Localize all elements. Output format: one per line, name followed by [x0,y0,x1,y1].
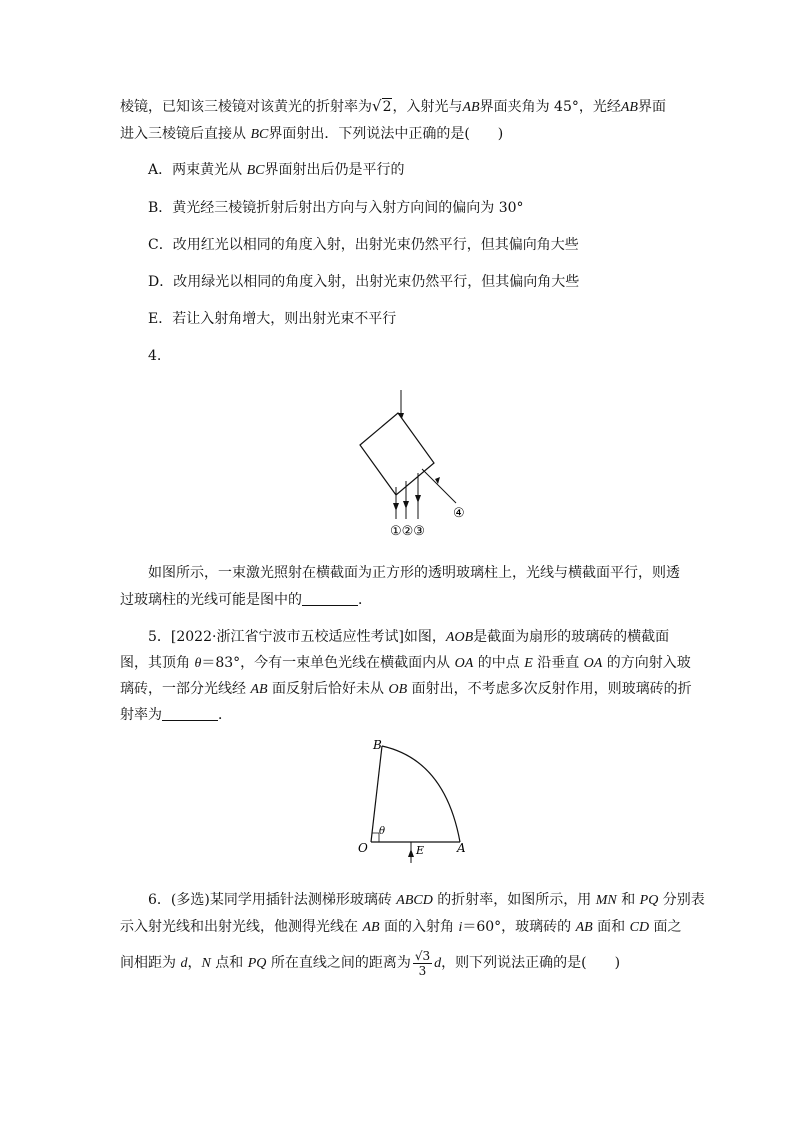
q6-line1: 6．(多选)某同学用插针法测梯形玻璃砖 ABCD 的折射率，如图所示，用 MN 和 PQ 分别表 [148,892,705,908]
q6-line3: 间相距为 d，N 点和 PQ 所在直线之间的距离为 $\frac{√3}{3}$ d，则下列说法正确的是( ) [120,948,621,978]
ray-4 [422,469,456,503]
arc-ab [382,746,460,842]
q3-option-e: E．若让入射角增大，则出射光束不平行 [148,311,397,327]
q4-text-line1: 如图所示，一束激光照射在横截面为正方形的透明玻璃柱上，光线与横截面平行，则透 [148,565,680,581]
q5-line1: 5．[2022·浙江省宁波市五校适应性考试]如图，AOB是截面为扇形的玻璃砖的横截面 [148,629,670,645]
glass-square [360,413,434,495]
sqrt-symbol: √2 [372,97,392,115]
q3-option-b: B．黄光经三棱镜折射后射出方向与入射方向间的偏向为 30° [148,200,524,216]
label-a: A [457,841,466,855]
label-b: B [373,738,382,752]
answer-blank [162,706,218,721]
answer-blank [302,591,358,606]
q4-number: 4. [148,348,162,364]
q3-stem-line1: 棱镜，已知该三棱镜对该黄光的折射率为√2，入射光与AB界面夹角为 45°，光经AB界面 [120,97,666,115]
label-e: E [416,844,425,857]
q3-option-c: C．改用红光以相同的角度入射，出射光束仍然平行，但其偏向角大些 [148,237,579,253]
ray-label-4: ④ [453,506,465,521]
q5-line3: 璃砖，一部分光线经 AB 面反射后恰好未从 OB 面射出，不考虑多次反射作用，则玻璃砖的折 [120,681,692,697]
ray-labels-123: ①②③ [390,524,425,539]
q5-figure [325,735,475,865]
label-o: O [358,841,368,855]
q3-option-d: D．改用绿光以相同的角度入射，出射光束仍然平行，但其偏向角大些 [148,274,580,290]
q5-line4: 射率为 ． [120,707,232,723]
q3-option-a: A．两束黄光从 BC界面射出后仍是平行的 [148,162,405,178]
q5-line2: 图，其顶角 θ＝83°，今有一束单色光线在横截面内从 OA 的中点 E 沿垂直 OA 的方向射入玻 [120,655,691,671]
angle-mark [372,833,379,842]
q4-text-line2: 过玻璃柱的光线可能是图中的 ． [120,592,372,608]
q6-line2: 示入射光线和出射光线，他测得光线在 AB 面的入射角 i＝60°，玻璃砖的 AB 面和 CD 面之 [120,919,682,935]
q3-stem-line2: 进入三棱镜后直接从 BC界面射出．下列说法中正确的是( ) [120,126,504,142]
label-theta: θ [379,826,386,837]
q4-figure [340,385,480,545]
fraction-sqrt3-over-3: $\frac{√3}{3}$ [414,948,431,978]
